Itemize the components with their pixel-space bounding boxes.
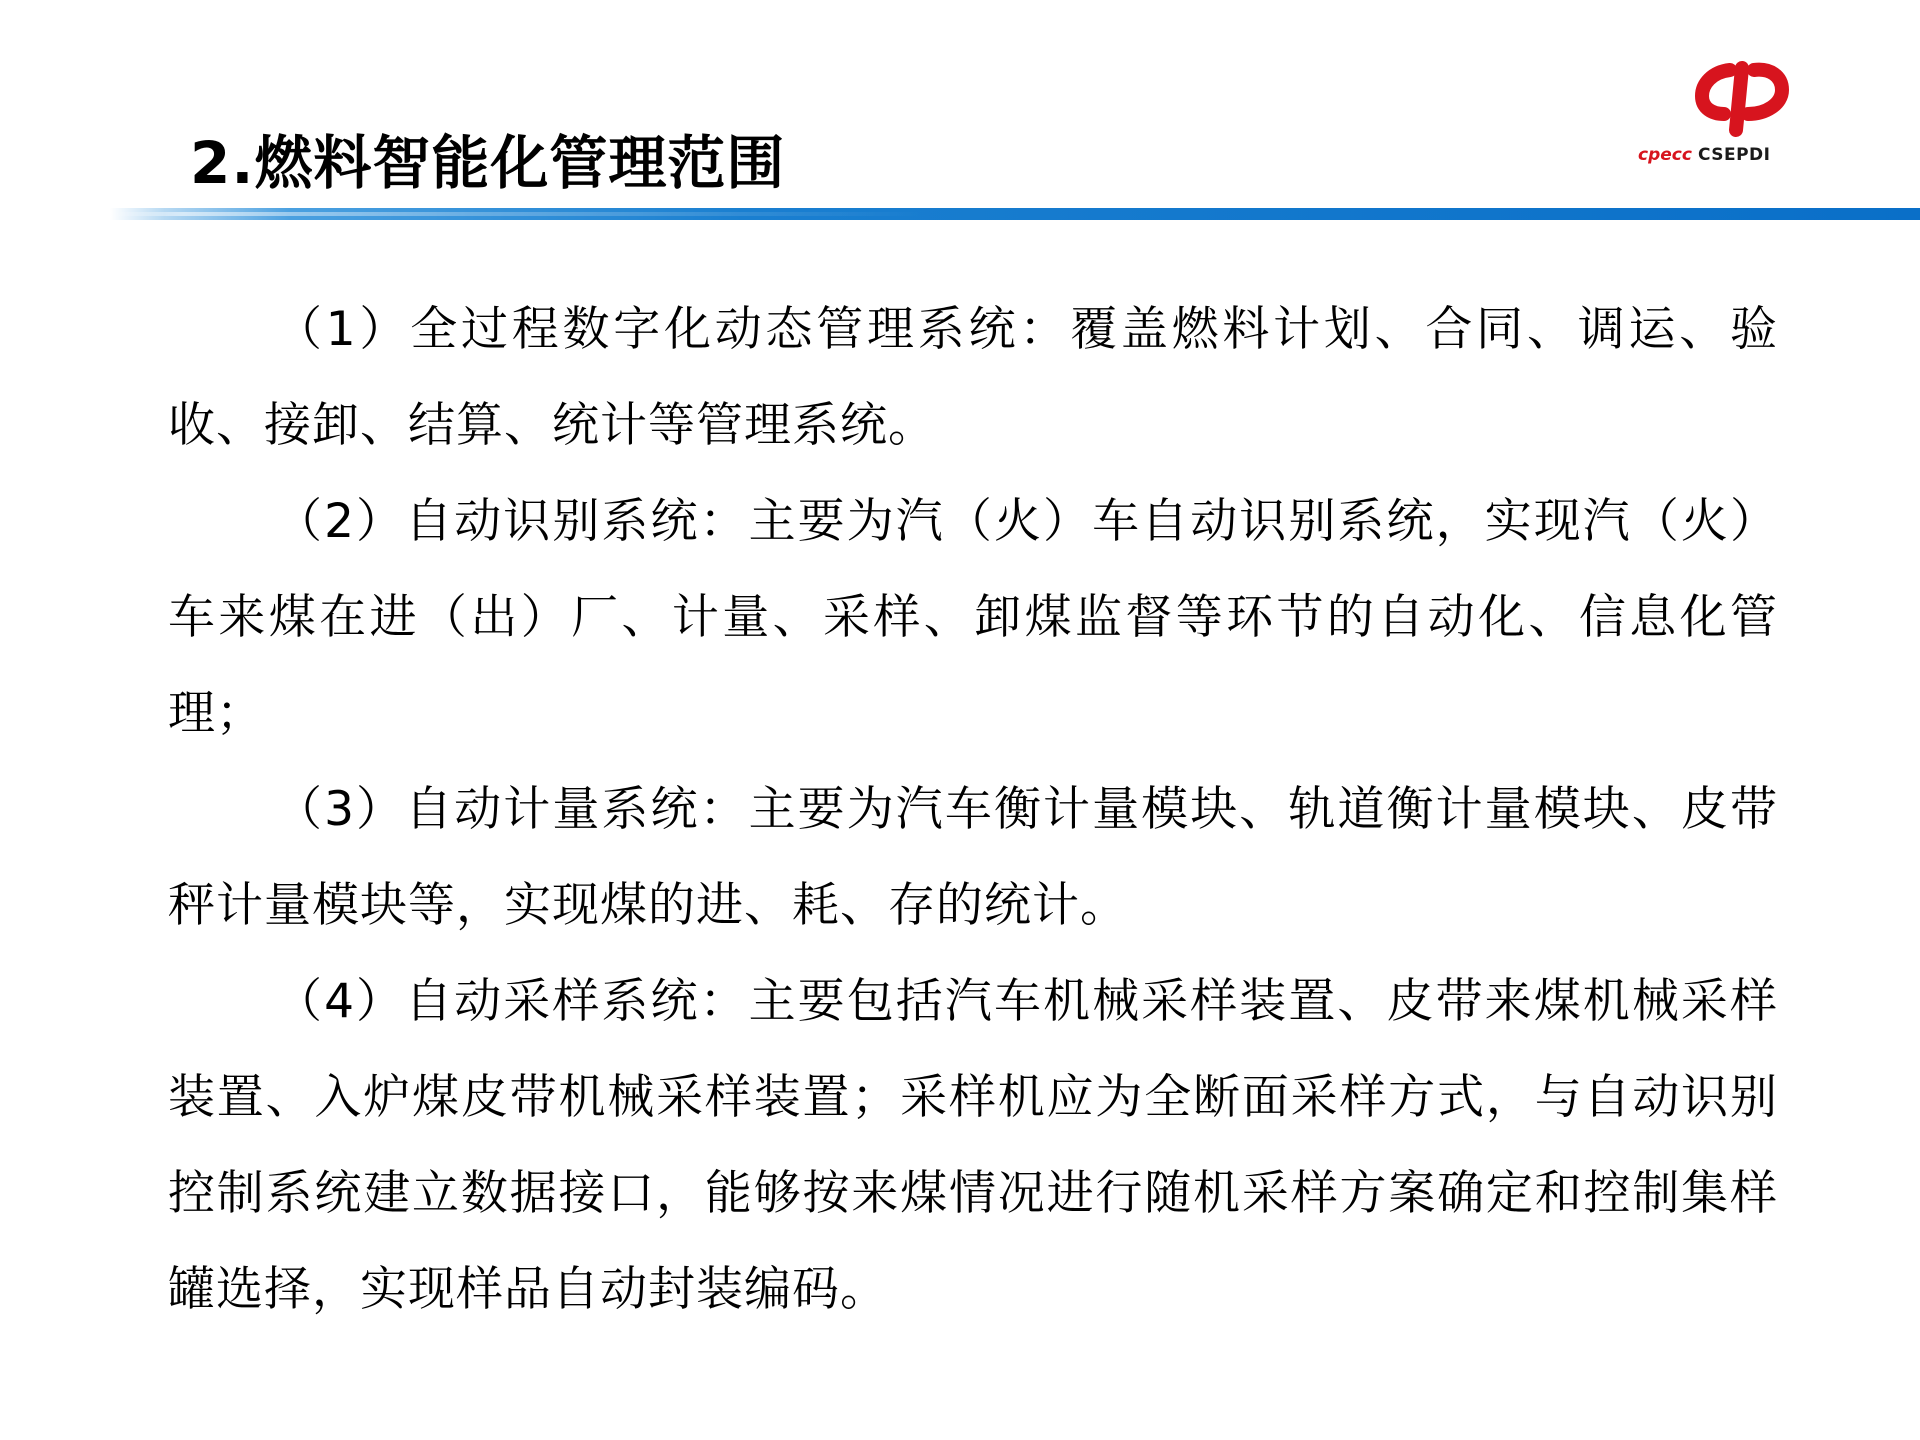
paragraph-2: （2）自动识别系统：主要为汽（火）车自动识别系统，实现汽（火）车来煤在进（出）厂、计量、采样、卸煤监督等环节的自动化、信息化管理； (168, 494, 1778, 741)
paragraph-1: （1）全过程数字化动态管理系统：覆盖燃料计划、合同、调运、验收、接卸、结算、统计等管理系统。 (168, 302, 1778, 453)
title-divider-highlight (110, 212, 1920, 216)
paragraph-3: （3）自动计量系统：主要为汽车衡计量模块、轨道衡计量模块、皮带秤计量模块等，实现煤的进、耗、存的统计。 (168, 782, 1778, 933)
logo-text (1638, 144, 1828, 166)
slide-content (168, 282, 1778, 1338)
paragraph-4: （4）自动采样系统：主要包括汽车机械采样装置、皮带来煤机械采样装置、入炉煤皮带机械采样装置；采样机应为全断面采样方式，与自动识别控制系统建立数据接口，能够按来煤情况进行随机采样方案确定和控制集样罐选择，实现样品自动封装编码。 (168, 974, 1778, 1317)
logo-brand-left: cpecc (1638, 145, 1692, 165)
slide-title: 2.燃料智能化管理范围 (190, 129, 786, 197)
cpecc-logo-mark-icon (1694, 60, 1790, 138)
company-logo (1638, 60, 1828, 170)
title-divider (110, 208, 1920, 220)
logo-brand-right: CSEPDI (1697, 145, 1771, 165)
